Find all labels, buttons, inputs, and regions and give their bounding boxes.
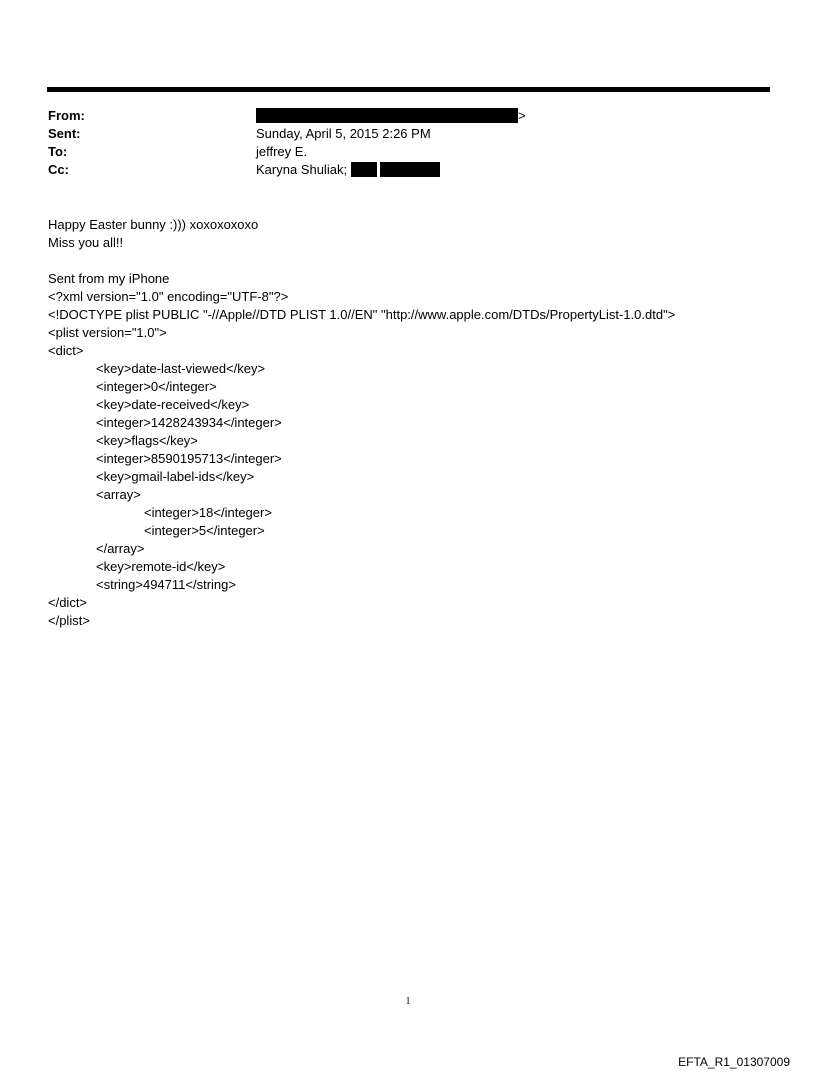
plist-line: <?xml version="1.0" encoding="UTF-8"?> xyxy=(48,289,289,304)
message-line: Miss you all!! xyxy=(48,235,124,250)
plist-line: <key>flags</key> xyxy=(96,433,198,448)
plist-line: <integer>0</integer> xyxy=(96,379,217,394)
plist-line: <integer>18</integer> xyxy=(144,505,272,520)
signature-line: Sent from my iPhone xyxy=(48,271,170,286)
message-line: Happy Easter bunny :))) xoxoxoxoxo xyxy=(48,217,259,232)
sent-label: Sent: xyxy=(48,126,81,141)
sent-value: Sunday, April 5, 2015 2:26 PM xyxy=(256,126,431,141)
redaction-block xyxy=(380,162,440,177)
plist-line: </dict> xyxy=(48,595,88,610)
plist-line: <key>remote-id</key> xyxy=(96,559,226,574)
plist-line: <plist version="1.0"> xyxy=(48,325,167,340)
page-number: 1 xyxy=(405,996,411,1007)
from-value xyxy=(256,107,526,125)
plist-line: <key>gmail-label-ids</key> xyxy=(96,469,255,484)
header-rule xyxy=(47,87,770,92)
cc-label: Cc: xyxy=(48,162,69,177)
to-value: jeffrey E. xyxy=(256,144,308,159)
plist-line: </array> xyxy=(96,541,145,556)
from-label: From: xyxy=(48,108,85,123)
document-id: EFTA_R1_01307009 xyxy=(678,1055,790,1069)
plist-line: <key>date-received</key> xyxy=(96,397,250,412)
cc-value xyxy=(256,161,440,179)
plist-line: <string>494711</string> xyxy=(96,577,236,592)
plist-line: <dict> xyxy=(48,343,84,358)
plist-line: </plist> xyxy=(48,613,90,628)
plist-line: <integer>8590195713</integer> xyxy=(96,451,282,466)
cc-recipient: Karyna Shuliak; xyxy=(256,162,348,177)
plist-line: <integer>1428243934</integer> xyxy=(96,415,282,430)
plist-line: <key>date-last-viewed</key> xyxy=(96,361,266,376)
from-tail: > xyxy=(518,108,526,123)
to-label: To: xyxy=(48,144,68,159)
redaction-block xyxy=(351,162,377,177)
plist-line: <array> xyxy=(96,487,141,502)
redaction-block xyxy=(256,108,518,123)
plist-line: <!DOCTYPE plist PUBLIC "-//Apple//DTD PLIST 1.0//EN" "http://www.apple.com/DTDs/PropertyList-1.0.dtd"> xyxy=(48,307,676,322)
plist-line: <integer>5</integer> xyxy=(144,523,265,538)
